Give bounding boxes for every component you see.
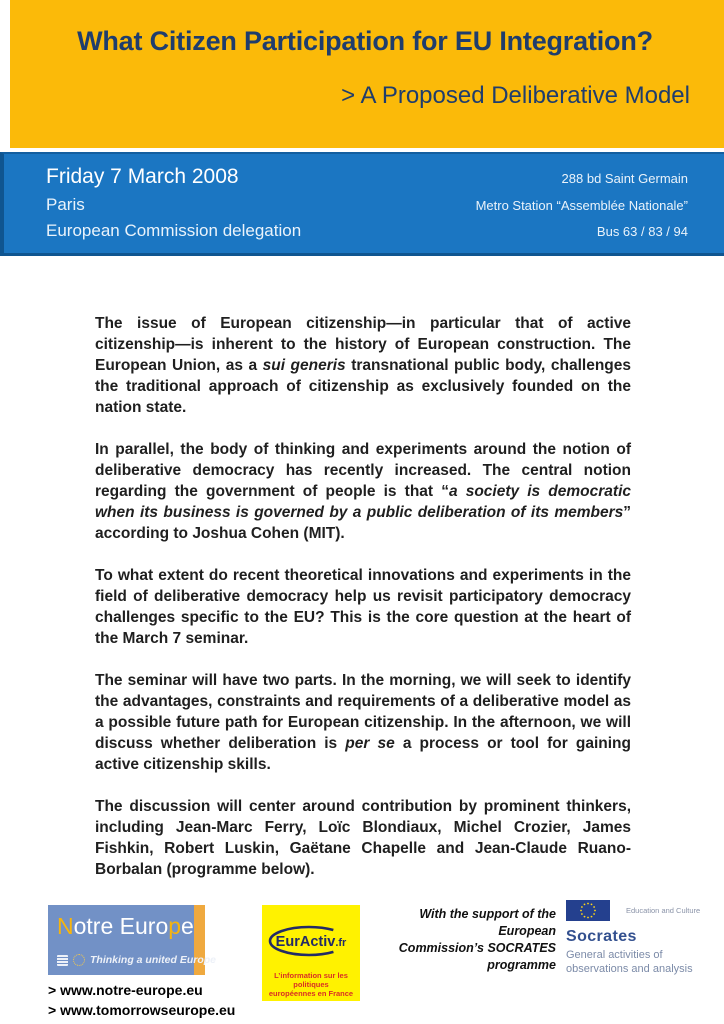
event-city: Paris [46, 195, 85, 214]
euractiv-logo [262, 905, 360, 1001]
paragraph-1: The issue of European citizenship—in particular that of active citizenship—is inherent to the history of European construction. The European Union, as a sui generis transnational public body, challenges the traditional approach of citizenship as exclusively founded on the nation state. [95, 315, 631, 416]
book-icon [57, 955, 68, 966]
paragraph-5: The discussion will center around contribution by prominent thinkers, including Jean-Marc Ferry, Loïc Blondiaux, Michel Crozier, James Fishkin, Robert Luskin, Gaëtane Chapelle and Jean-Claude Ruano-Borbalan (programme below). [95, 798, 631, 878]
socrates-flag-row [566, 900, 718, 921]
support-note: With the support of the European Commission’s SOCRATES programme [398, 907, 556, 972]
page-title: What Citizen Participation for EU Integration? [77, 26, 653, 56]
socrates-name: Socrates [566, 928, 637, 945]
education-culture-label: Education and Culture [626, 906, 701, 915]
notre-europe-tagline-row [57, 954, 216, 966]
event-row-venue [46, 221, 688, 241]
event-metro: Metro Station “Assemblée Nationale” [475, 198, 688, 213]
event-date: Friday 7 March 2008 [46, 165, 239, 188]
event-bus: Bus 63 / 83 / 94 [596, 224, 688, 239]
event-row-date [46, 165, 688, 189]
notre-europe-links [48, 980, 235, 1020]
link-tomorrowseurope[interactable]: > www.tomorrowseurope.eu [48, 1002, 236, 1018]
eu-flag-icon [566, 900, 610, 921]
socrates-description: General activities of observations and analysis [566, 949, 693, 975]
socrates-logo [566, 900, 718, 976]
title-banner [10, 0, 724, 148]
event-banner [0, 152, 724, 256]
notre-europe-tagline: Thinking a united Europe [90, 954, 216, 966]
page-subtitle: > A Proposed Deliberative Model [341, 82, 690, 109]
paragraph-4: The seminar will have two parts. In the morning, we will seek to identify the advantages, constraints and requirements of a deliberative model as a possible future path for European citizenship. In the afternoon, we will discuss whether deliberation is per se a process or tool for gaining active citizenship skills. [95, 672, 631, 773]
euractiv-brand: EurActiv.fr [275, 934, 347, 950]
document-body [95, 313, 631, 901]
notre-europe-logo [48, 905, 216, 975]
euractiv-swoosh [274, 929, 349, 955]
event-venue: European Commission delegation [46, 221, 302, 240]
eu-stars-icon [73, 954, 85, 966]
event-row-city [46, 195, 688, 215]
euractiv-tagline: L’information sur les politiques européennes en France [268, 971, 354, 998]
event-address: 288 bd Saint Germain [561, 171, 688, 186]
notre-europe-brand: Notre Europe [57, 913, 194, 939]
paragraph-2: In parallel, the body of thinking and experiments around the notion of deliberative democracy has recently increased. The central notion regarding the government of people is that “a society is democratic when its business is governed by a public deliberation of its members” according to Joshua Cohen (MIT). [95, 441, 631, 542]
link-notre-europe[interactable]: > www.notre-europe.eu [48, 982, 203, 998]
paragraph-3: To what extent do recent theoretical innovations and experiments in the field of deliberative democracy help us revisit participatory democracy challenges specific to the EU? This is the core question at the heart of the March 7 seminar. [95, 567, 631, 647]
